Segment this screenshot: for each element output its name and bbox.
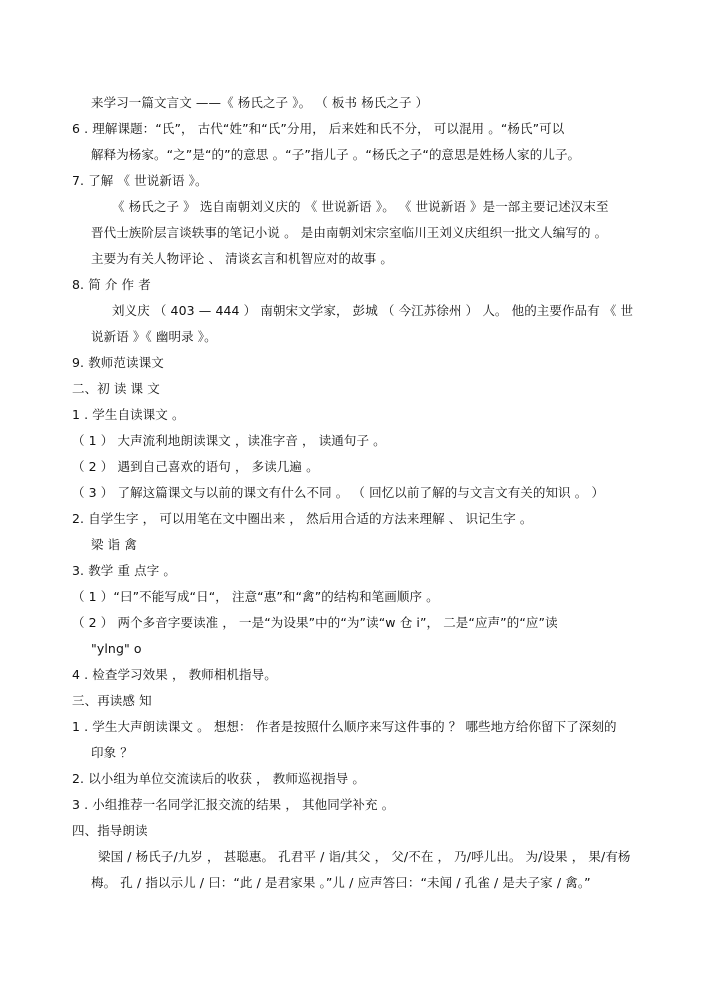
text-line: 1 . 学生自读课文 。: [72, 407, 185, 422]
text-line: 4 . 检查学习效果 ， 教师相机指导。: [72, 667, 277, 682]
text-line: 来学习一篇文言文 ——《 杨氏之子 》。 （ 板书 杨氏之子 ）: [91, 95, 429, 110]
text-line: （ 1 ）“曰”不能写成“日“， 注意“惠”和“禽”的结构和笔画顺序 。: [72, 589, 439, 604]
text-line: 主要为有关人物评论 、 清谈玄言和机智应对的故事 。: [91, 251, 394, 266]
text-line: 8. 简 介 作 者: [72, 277, 151, 292]
text-line: 9. 教师范读课文: [72, 355, 164, 370]
text-line: 印象 ？: [91, 745, 133, 760]
text-line: 6 . 理解课题：“氏”， 古代“姓”和“氏”分用， 后来姓和氏不分， 可以混用 。“杨氏”可以: [72, 121, 565, 136]
text-line: 3. 教学 重 点字 。: [72, 563, 177, 578]
text-line: 刘义庆 （ 403 — 444 ） 南朝宋文学家， 彭城 （ 今江苏徐州 ） 人。 他的主要作品有 《 世: [112, 303, 634, 318]
text-line: 2. 以小组为单位交流读后的收获 ， 教师巡视指导 。: [72, 771, 366, 786]
text-line: 7. 了解 《 世说新语 》。: [72, 173, 208, 188]
text-line: "ylng" o: [91, 641, 142, 656]
text-line: 3 . 小组推荐一名同学汇报交流的结果 ， 其他同学补充 。: [72, 797, 395, 812]
text-line: （ 1 ） 大声流利地朗读课文 ，读准字音 ， 读通句子 。: [72, 433, 386, 448]
text-line: 梁国 / 杨氏子/九岁 ， 甚聪惠。 孔君平 / 诣/其父 ， 父/不在 ， 乃/呼儿出。 为/设果 ， 果/有杨: [98, 849, 631, 864]
text-line: 2. 自学生字 ， 可以用笔在文中圈出来 ， 然后用合适的方法来理解 、 识记生字 。: [72, 511, 533, 526]
text-line: 说新语 》《 幽明录 》。: [91, 329, 217, 344]
section-heading: 三、再读感 知: [72, 693, 152, 708]
text-line: （ 2 ） 遇到自己喜欢的语句 ， 多读几遍 。: [72, 459, 319, 474]
text-line: 梅。 孔 / 指以示儿 / 曰：“此 / 是君家果 。”儿 / 应声答曰：“未闻 / 孔雀 / 是夫子家 / 禽。”: [91, 875, 591, 890]
new-characters: 梁 诣 禽: [91, 537, 137, 552]
section-heading: 四、指导朗读: [72, 823, 148, 838]
text-line: 解释为杨家。“之”是“的”的意思 。“子”指儿子 。“杨氏之子“的意思是姓杨人家的儿子。: [91, 147, 581, 162]
text-line: 1 . 学生大声朗读课文 。 想想： 作者是按照什么顺序来写这件事的 ？ 哪些地方给你留下了深刻的: [72, 719, 617, 734]
text-line: 《 杨氏之子 》 选自南朝刘义庆的 《 世说新语 》。 《 世说新语 》是一部主要记述汉末至: [112, 199, 609, 214]
text-line: 晋代士族阶层言谈轶事的笔记小说 。 是由南朝刘宋宗室临川王刘义庆组织一批文人编写的 。: [91, 225, 608, 240]
section-heading: 二、初 读 课 文: [72, 381, 160, 396]
text-line: （ 3 ） 了解这篇课文与以前的课文有什么不同 。 （ 回忆以前了解的与文言文有关的知识 。 ）: [72, 485, 605, 500]
text-line: （ 2 ） 两个多音字要读准 ， 一是“为设果”中的“为”读“w 仓 i”， 二是“应声”的“应”读: [72, 615, 558, 630]
